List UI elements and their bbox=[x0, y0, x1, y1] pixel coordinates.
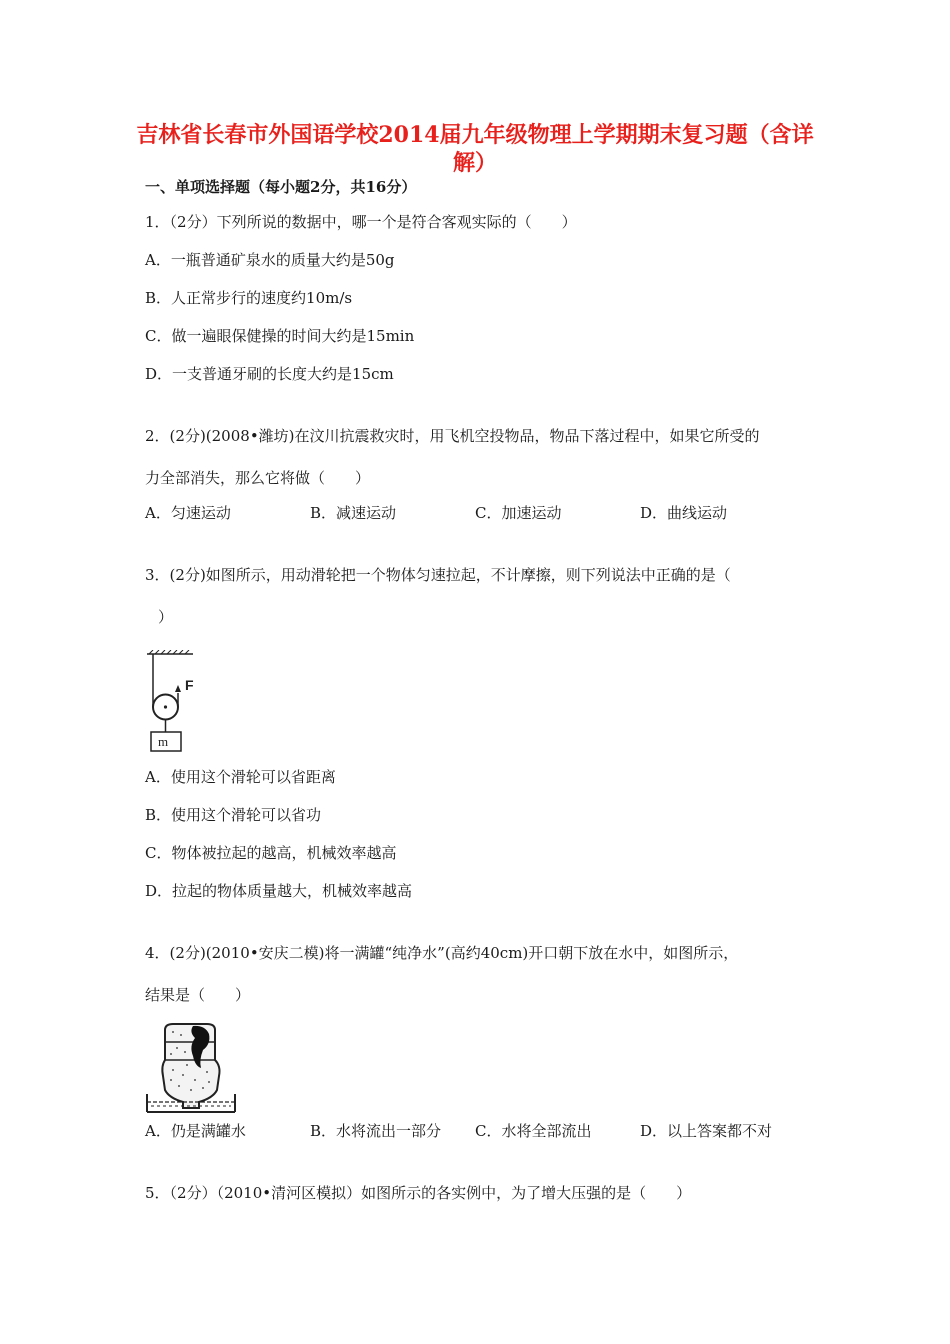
question-1-option-c: C．做一遍眼保健操的时间大约是15min bbox=[145, 327, 415, 345]
question-2-option-c: C．加速运动 bbox=[475, 504, 562, 522]
question-3-stem-line1: 3．(2分)如图所示，用动滑轮把一个物体匀速拉起，不计摩擦，则下列说法中正确的是（ bbox=[145, 566, 731, 584]
question-2-stem-line1: 2．(2分)(2008•潍坊)在汶川抗震救灾时，用飞机空投物品，物品下落过程中，如果它所受的 bbox=[145, 427, 760, 445]
question-1-option-d: D．一支普通牙刷的长度大约是15cm bbox=[145, 365, 394, 383]
question-3-stem-line2: ） bbox=[158, 608, 174, 626]
question-2-option-a: A．匀速运动 bbox=[145, 504, 231, 522]
question-3-option-b: B．使用这个滑轮可以省功 bbox=[145, 806, 322, 824]
question-3-option-c: C．物体被拉起的越高，机械效率越高 bbox=[145, 844, 397, 862]
question-2-stem-line2: 力全部消失，那么它将做（ ） bbox=[145, 469, 371, 487]
force-label: F bbox=[185, 677, 194, 693]
question-2-option-b: B．减速运动 bbox=[310, 504, 397, 522]
question-4-option-c: C．水将全部流出 bbox=[475, 1122, 592, 1140]
question-1-option-a: A．一瓶普通矿泉水的质量大约是50g bbox=[145, 251, 395, 269]
question-4-option-b: B．水将流出一部分 bbox=[310, 1122, 442, 1140]
question-4-option-d: D．以上答案都不对 bbox=[640, 1122, 773, 1140]
document-title: 吉林省长春市外国语学校2014届九年级物理上学期期末复习题（含详解） bbox=[136, 122, 814, 176]
section-heading: 一、单项选择题（每小题2分，共16分） bbox=[145, 178, 417, 196]
question-5-stem: 5．（2分）（2010•清河区模拟）如图所示的各实例中，为了增大压强的是（ ） bbox=[145, 1184, 692, 1202]
question-2-option-d: D．曲线运动 bbox=[640, 504, 728, 522]
question-4-stem-line1: 4．(2分)(2010•安庆二模)将一满罐“纯净水”(高约40cm)开口朝下放在水中，如图所示， bbox=[145, 944, 739, 962]
question-4-option-a: A．仍是满罐水 bbox=[145, 1122, 246, 1140]
question-1-option-b: B．人正常步行的速度约10m/s bbox=[145, 289, 353, 307]
pulley-figure bbox=[145, 650, 215, 754]
question-1-stem: 1．（2分）下列所说的数据中，哪一个是符合客观实际的（ ） bbox=[145, 213, 577, 231]
question-3-option-a: A．使用这个滑轮可以省距离 bbox=[145, 768, 336, 786]
question-3-option-d: D．拉起的物体质量越大，机械效率越高 bbox=[145, 882, 413, 900]
water-bottle-figure bbox=[143, 1020, 239, 1114]
mass-label: m bbox=[158, 734, 169, 749]
question-4-stem-line2: 结果是（ ） bbox=[145, 986, 251, 1004]
